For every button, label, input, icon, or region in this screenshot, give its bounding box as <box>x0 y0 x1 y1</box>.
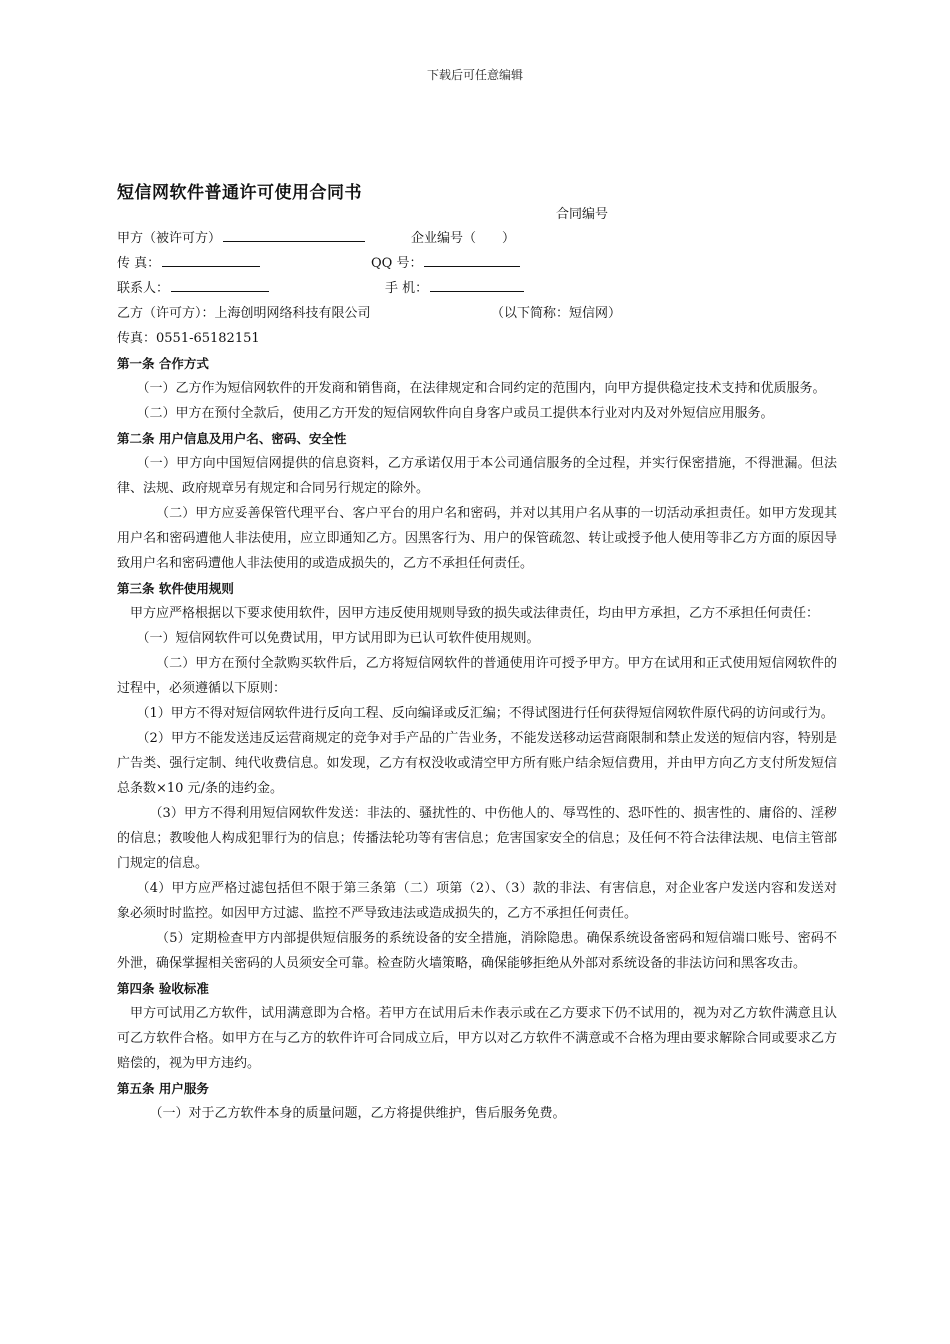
section-3-clause: （5）定期检查甲方内部提供短信服务的系统设备的安全措施，消除隐患。确保系统设备密码和短信端口账号、密码不外泄，确保掌握相关密码的人员须安全可靠。检查防火墙策略，确保能够拒绝从外部对系统设备的非法访问和黑客攻击。 <box>117 931 837 971</box>
section-3-clause: （4）甲方应严格过滤包括但不限于第三条第（二）项第（2）、（3）款的非法、有害信息，对企业客户发送内容和发送对象必须时时监控。如因甲方过滤、监控不严导致违法或造成损失的，乙方不承担任何责任。 <box>117 881 837 921</box>
section-4-paragraph: 甲方可试用乙方软件，试用满意即为合格。若甲方在试用后未作表示或在乙方要求下仍不试用的，视为对乙方软件满意且认可乙方软件合格。如甲方在与乙方的软件许可合同成立后，甲方以对乙方软件不满意或不合格为理由要求解除合同或要求乙方赔偿的，视为甲方违约。 <box>117 1006 837 1071</box>
mobile-field[interactable] <box>430 276 524 292</box>
section-5-heading: 第五条 用户服务 <box>117 1081 209 1096</box>
qq-label: QQ 号： <box>371 256 423 271</box>
document-body <box>117 226 837 1126</box>
mobile-label: 手 机： <box>385 281 429 296</box>
party-a-fax-field[interactable] <box>162 251 260 267</box>
party-b-short-name: （以下简称：短信网） <box>491 306 622 321</box>
party-a-fax-label: 传 真： <box>117 256 161 271</box>
section-2-paragraph: （二）甲方应妥善保管代理平台、客户平台的用户名和密码，并对以其用户名从事的一切活动承担责任。如甲方发现其用户名和密码遭他人非法使用，应立即通知乙方。因黑客行为、用户的保管疏忽、转让或授予他人使用等非乙方方面的原因导致用户名和密码遭他人非法使用的或造成损失的，乙方不承担任何责任。 <box>117 506 837 571</box>
section-1-heading: 第一条 合作方式 <box>117 356 209 371</box>
party-a-row <box>117 226 837 251</box>
contact-label: 联系人： <box>117 281 170 296</box>
header-note: 下载后可任意编辑 <box>426 68 523 82</box>
section-4-heading: 第四条 验收标准 <box>117 981 209 996</box>
section-3-paragraph: （一）短信网软件可以免费试用，甲方试用即为已认可软件使用规则。 <box>136 631 540 646</box>
qq-group <box>371 251 520 276</box>
section-1-paragraph: （一）乙方作为短信网软件的开发商和销售商，在法律规定和合同约定的范围内，向甲方提供稳定技术支持和优质服务。 <box>136 381 826 396</box>
party-a-label: 甲方（被许可方） <box>117 231 222 246</box>
section-3-paragraph: 甲方应严格根据以下要求使用软件，因甲方违反使用规则导致的损失或法律责任，均由甲方承担，乙方不承担任何责任： <box>130 606 820 621</box>
mobile-group <box>385 276 524 301</box>
party-a-name-field[interactable] <box>223 226 365 242</box>
document-title: 短信网软件普通许可使用合同书 <box>117 183 362 203</box>
qq-field[interactable] <box>424 251 520 267</box>
contact-field[interactable] <box>171 276 269 292</box>
section-3-clause: （3）甲方不得利用短信网软件发送：非法的、骚扰性的、中伤他人的、辱骂性的、恐吓性的、损害性的、庸俗的、淫秽的信息；教唆他人构成犯罪行为的信息；传播法轮功等有害信息；危害国家安全的信息；及任何不符合法律法规、电信主管部门规定的信息。 <box>117 806 837 871</box>
section-2-heading: 第二条 用户信息及用户名、密码、安全性 <box>117 431 347 446</box>
contract-number-label: 合同编号 <box>556 207 609 222</box>
section-3-heading: 第三条 软件使用规则 <box>117 581 234 596</box>
section-3-clause: （1）甲方不得对短信网软件进行反向工程、反向编译或反汇编；不得试图进行任何获得短信网软件原代码的访问或行为。 <box>136 706 834 721</box>
section-1-paragraph: （二）甲方在预付全款后，使用乙方开发的短信网软件向自身客户或员工提供本行业对内及对外短信应用服务。 <box>136 406 774 421</box>
contact-mobile-row <box>117 276 837 301</box>
section-3-paragraph: （二）甲方在预付全款购买软件后，乙方将短信网软件的普通使用许可授予甲方。甲方在试用和正式使用短信网软件的过程中，必须遵循以下原则： <box>117 656 837 696</box>
section-2-paragraph: （一）甲方向中国短信网提供的信息资料，乙方承诺仅用于本公司通信服务的全过程，并实行保密措施，不得泄漏。但法律、法规、政府规章另有规定和合同另行规定的除外。 <box>117 456 837 496</box>
party-b-fax: 传真：0551-65182151 <box>117 331 260 346</box>
party-b-row <box>117 301 837 326</box>
fax-qq-row <box>117 251 837 276</box>
party-b-label: 乙方（许可方）：上海创明网络科技有限公司 <box>117 306 371 321</box>
section-3-clause: （2）甲方不能发送违反运营商规定的竞争对手产品的广告业务，不能发送移动运营商限制和禁止发送的短信内容，特别是广告类、强行定制、纯代收费信息。如发现，乙方有权没收或清空甲方所有账户结余短信费用，并由甲方向乙方支付所发短信总条数×10 元/条的违约金。 <box>117 731 837 796</box>
company-number-label: 企业编号（ ） <box>411 231 516 246</box>
section-5-paragraph: （一）对于乙方软件本身的质量问题，乙方将提供维护，售后服务免费。 <box>149 1106 566 1121</box>
